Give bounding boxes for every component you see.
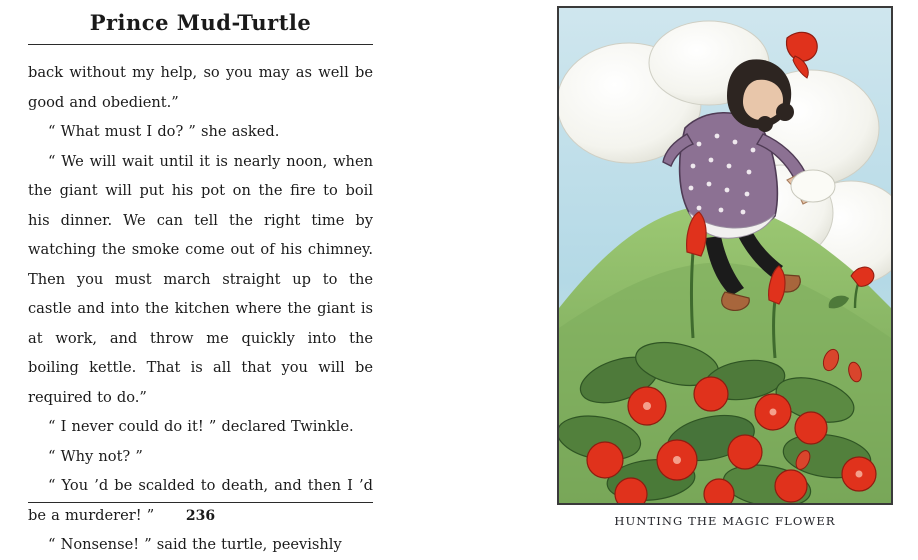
paragraph: “ We will wait until it is nearly noon, when the giant will put his pot on the fire to boil his dinner. We can tell the right time by watching the smoke come out of his chimney. Then you must march straight up to the castle and into the kitchen where the giant is at work, and throw me quickly into the boiling kettle. That is all that you will be required to do.”	[28, 152, 373, 406]
paragraph: “ What must I do? ” she asked.	[48, 123, 280, 140]
page-title: Prince Mud-Turtle	[89, 10, 312, 35]
paragraph: “ Why not? ”	[48, 447, 143, 465]
paragraph: back without my help, so you may as well be good and obedient.”	[28, 64, 373, 111]
page-number: 236	[185, 508, 216, 524]
body-text	[28, 58, 373, 560]
illustration-plate	[557, 6, 893, 528]
illustration-artwork	[559, 8, 891, 503]
paragraph: “ You ’d be scalded to death, and then I ’d be a murderer! ”	[28, 477, 373, 524]
text-page	[28, 0, 373, 553]
paragraph: “ I never could do it! ” declared Twinkle.	[48, 418, 354, 435]
header-rule	[28, 44, 373, 45]
footer-rule	[28, 502, 373, 503]
illustration-frame	[557, 6, 893, 505]
illustration-caption: HUNTING THE MAGIC FLOWER	[614, 514, 836, 528]
paragraph: “ Nonsense! ” said the turtle, peevishly	[48, 536, 342, 553]
